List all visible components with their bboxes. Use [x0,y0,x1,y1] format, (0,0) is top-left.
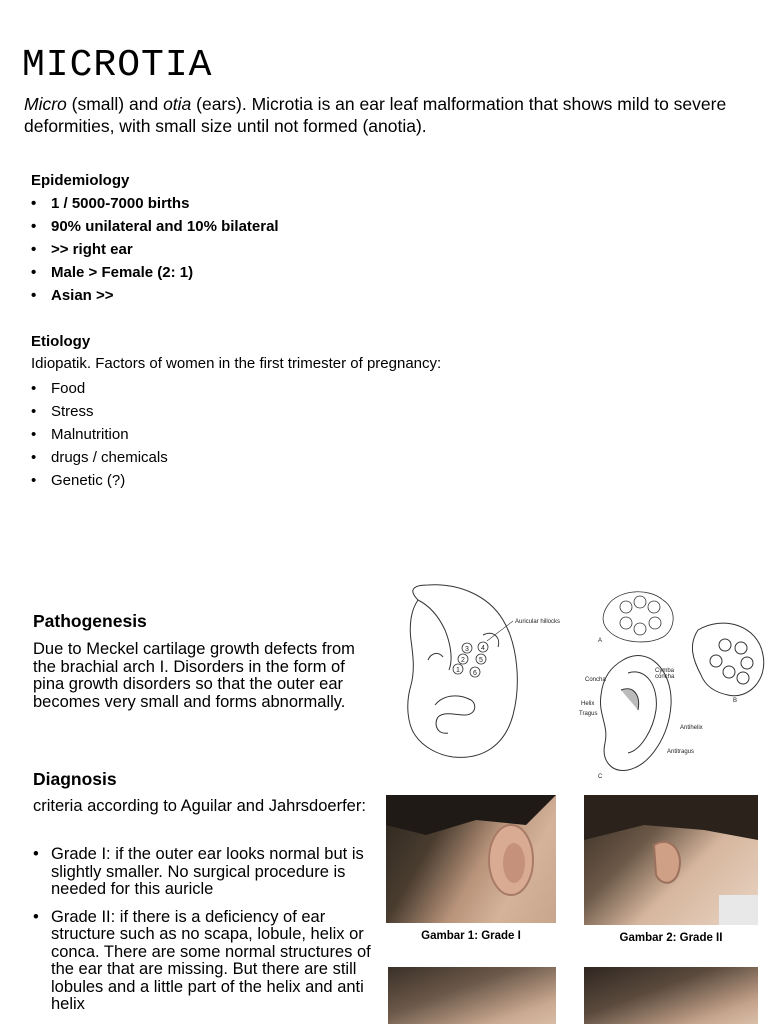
page-title: MICROTIA [22,44,213,87]
cymba-concha-label: concha [655,674,675,680]
label-leader [487,621,513,641]
list-item: • Food [31,377,168,400]
pathogenesis-heading: Pathogenesis [33,611,147,631]
hillock-number: 2 [461,657,465,664]
panel-a-illustration [603,592,673,642]
diagnosis-list [33,846,378,1024]
intro-micro: Micro [24,94,67,114]
etiology-intro: Idiopatik. Factors of women in the first trimester of pregnancy: [31,355,442,372]
intro-otia: otia [163,94,192,114]
grade-iii-photo [388,967,556,1024]
panel-c-label: C [598,774,603,780]
epidemiology-heading: Epidemiology [31,172,130,189]
epidemiology-list [31,192,279,307]
ear-development-diagram [383,575,768,780]
intro-rest: (ears). Microtia is an ear leaf malformation that shows mild to severe deformities, with small size until not formed (anotia). [24,94,727,136]
grade-i-photo [386,795,556,923]
concha-label: Concha [585,677,606,683]
list-item: • Asian >> [31,284,279,307]
grade-ii-photo [584,795,758,925]
antihelix-label: Antihelix [680,725,703,731]
hillock-number: 1 [456,667,460,674]
cymba-label: Cymba [655,668,675,674]
photo-caption-1: Gambar 1: Grade I [421,930,521,942]
ear-shape [654,842,680,883]
tragus-label: Tragus [579,711,598,717]
hillock-number: 4 [481,645,485,652]
etiology-heading: Etiology [31,333,91,350]
hair-shape [584,795,758,840]
diagnosis-heading: Diagnosis [33,769,117,789]
auricular-hillocks-label: Auricular hillocks [515,619,561,625]
hillock-number: 6 [473,670,477,677]
list-item: • Male > Female (2: 1) [31,261,279,284]
list-item: • Malnutrition [31,423,168,446]
list-item: • drugs / chemicals [31,446,168,469]
grade-iv-photo [584,967,758,1024]
grade-item: • Grade II: if there is a deficiency of ear structure such as no scapa, lobule, helix or conca. There are some normal structures of the ear that are missing. But there are still lobules and a little part of the helix and anti helix [33,909,378,1014]
helix-label: Helix [581,701,595,707]
panel-b-label: B [733,698,738,704]
list-item: • 1 / 5000-7000 births [31,192,279,215]
list-item: • Stress [31,400,168,423]
antitragus-label: Antitragus [667,749,695,755]
grade-item: • Grade I: if the outer ear looks normal but is slightly smaller. No surgical procedure is needed for this auricle [33,846,378,899]
list-item: • 90% unilateral and 10% bilateral [31,215,279,238]
hillock-number: 3 [465,646,469,653]
etiology-list [31,377,168,492]
cloth-shape [719,895,758,925]
ear-inner [503,843,525,883]
pathogenesis-text: Due to Meckel cartilage growth defects from the brachial arch I. Disorders in the form of pina growth disorders so that the outer ear becomes very small and forms abnormally. [33,640,355,711]
hair-shape [386,795,556,835]
panel-b-illustration [692,623,763,696]
photo-caption-2: Gambar 2: Grade II [619,932,723,944]
intro-small: (small) and [66,94,164,114]
list-item: • >> right ear [31,238,279,261]
list-item: • Genetic (?) [31,469,168,492]
diagnosis-intro: criteria according to Aguilar and Jahrsdoerfer: [33,797,366,815]
panel-a-label: A [598,638,603,644]
intro-paragraph [24,93,744,137]
hillock-number: 5 [479,657,483,664]
